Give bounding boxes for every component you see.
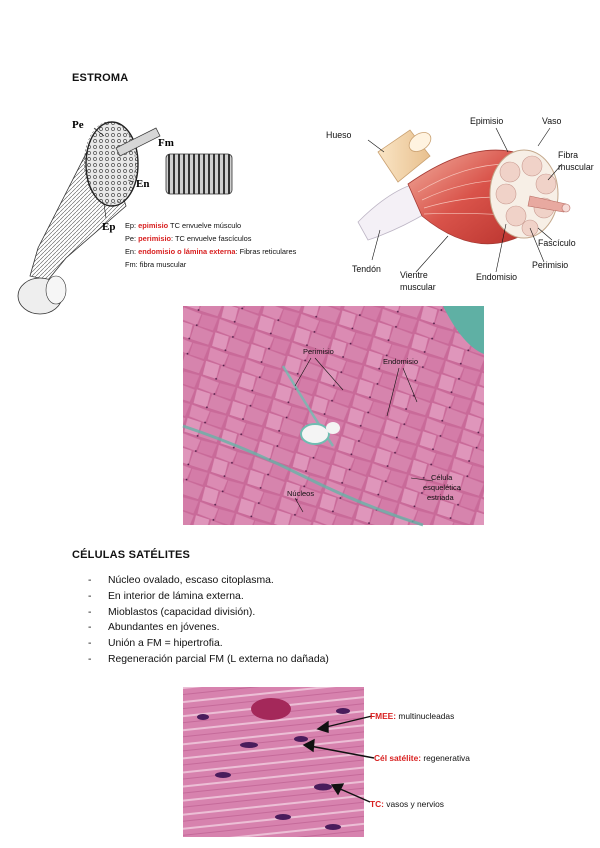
- legend-term: endomisio o lámina externa: [138, 247, 236, 256]
- annotation-term: FMEE:: [370, 711, 397, 721]
- legend-line-fibra: [125, 258, 296, 271]
- list-item: - Núcleo ovalado, escaso citoplasma.: [88, 573, 329, 589]
- annotation-term: TC:: [370, 799, 384, 809]
- legend-term: perimisio: [138, 234, 172, 243]
- estroma-heading: ESTROMA: [72, 72, 129, 84]
- diagram-label-tendon: Tendón: [352, 264, 381, 274]
- legend-prefix: Fm:: [125, 260, 140, 269]
- sketch-label-en: En: [136, 178, 150, 190]
- annotation-arrows: [300, 700, 380, 820]
- histo-label-perimisio: Perimisio: [303, 347, 334, 356]
- list-item: - Unión a FM = hipertrofia.: [88, 636, 329, 652]
- legend-rest: fibra muscular: [139, 260, 187, 269]
- legend-line-epimisio: [125, 219, 296, 232]
- sketch-label-pe: Pe: [72, 119, 84, 131]
- histo-label-celula: Célula: [431, 473, 453, 482]
- list-item: - Regeneración parcial FM (L externa no dañada): [88, 652, 329, 668]
- diagram-label-vientre: Vientre: [400, 270, 428, 280]
- list-item: - Mioblastos (capacidad división).: [88, 605, 329, 621]
- estroma-legend: [125, 219, 296, 271]
- annotation-tc: [370, 799, 444, 809]
- legend-prefix: Pe:: [125, 234, 139, 243]
- diagram-label-epimisio: Epimisio: [470, 116, 504, 126]
- diagram-label-vaso: Vaso: [542, 116, 562, 126]
- histo-label-nucleos: Núcleos: [287, 489, 315, 498]
- diagram-label-fibra-muscular: muscular: [558, 162, 594, 172]
- annotation-rest: vasos y nervios: [383, 799, 444, 809]
- diagram-label-fasciculo: Fascículo: [538, 238, 576, 248]
- annotation-cel-satelite: [374, 753, 470, 763]
- diagram-label-vientre-muscular: muscular: [400, 282, 436, 292]
- legend-line-endomisio: [125, 245, 296, 258]
- legend-line-perimisio: [125, 232, 296, 245]
- sketch-label-ep: Ep: [102, 221, 116, 233]
- annotation-fmee: [370, 711, 454, 721]
- satelites-heading: CÉLULAS SATÉLITES: [72, 549, 191, 561]
- diagram-label-hueso: Hueso: [326, 130, 352, 140]
- legend-rest: : Fibras reticulares: [235, 247, 297, 256]
- annotation-rest: regenerativa: [421, 753, 470, 763]
- annotation-rest: multinucleadas: [396, 711, 455, 721]
- histo-label-endomisio: Endomisio: [383, 357, 419, 366]
- legend-prefix: Ep:: [125, 221, 139, 230]
- muscle-anatomy-diagram: [318, 112, 594, 302]
- legend-term: epimisio: [138, 221, 169, 230]
- list-item: - En interior de lámina externa.: [88, 589, 329, 605]
- list-item: - Abundantes en jóvenes.: [88, 620, 329, 636]
- satelites-list: [88, 573, 329, 668]
- legend-rest: TC envuelve músculo: [168, 221, 242, 230]
- histo-label-esqueletica: esquelética: [423, 483, 461, 492]
- muscle-sketch-figure: [8, 108, 328, 323]
- diagram-label-endomisio: Endomisio: [476, 272, 518, 282]
- sketch-label-fm: Fm: [158, 137, 174, 149]
- legend-prefix: En:: [125, 247, 139, 256]
- histology-cross-section: [183, 306, 484, 525]
- histo-label-estriada: estriada: [427, 493, 454, 502]
- diagram-label-perimisio: Perimisio: [532, 260, 569, 270]
- legend-rest: : TC envuelve fascículos: [171, 234, 252, 243]
- annotation-term: Cél satélite:: [374, 753, 422, 763]
- diagram-label-fibra: Fibra: [558, 150, 579, 160]
